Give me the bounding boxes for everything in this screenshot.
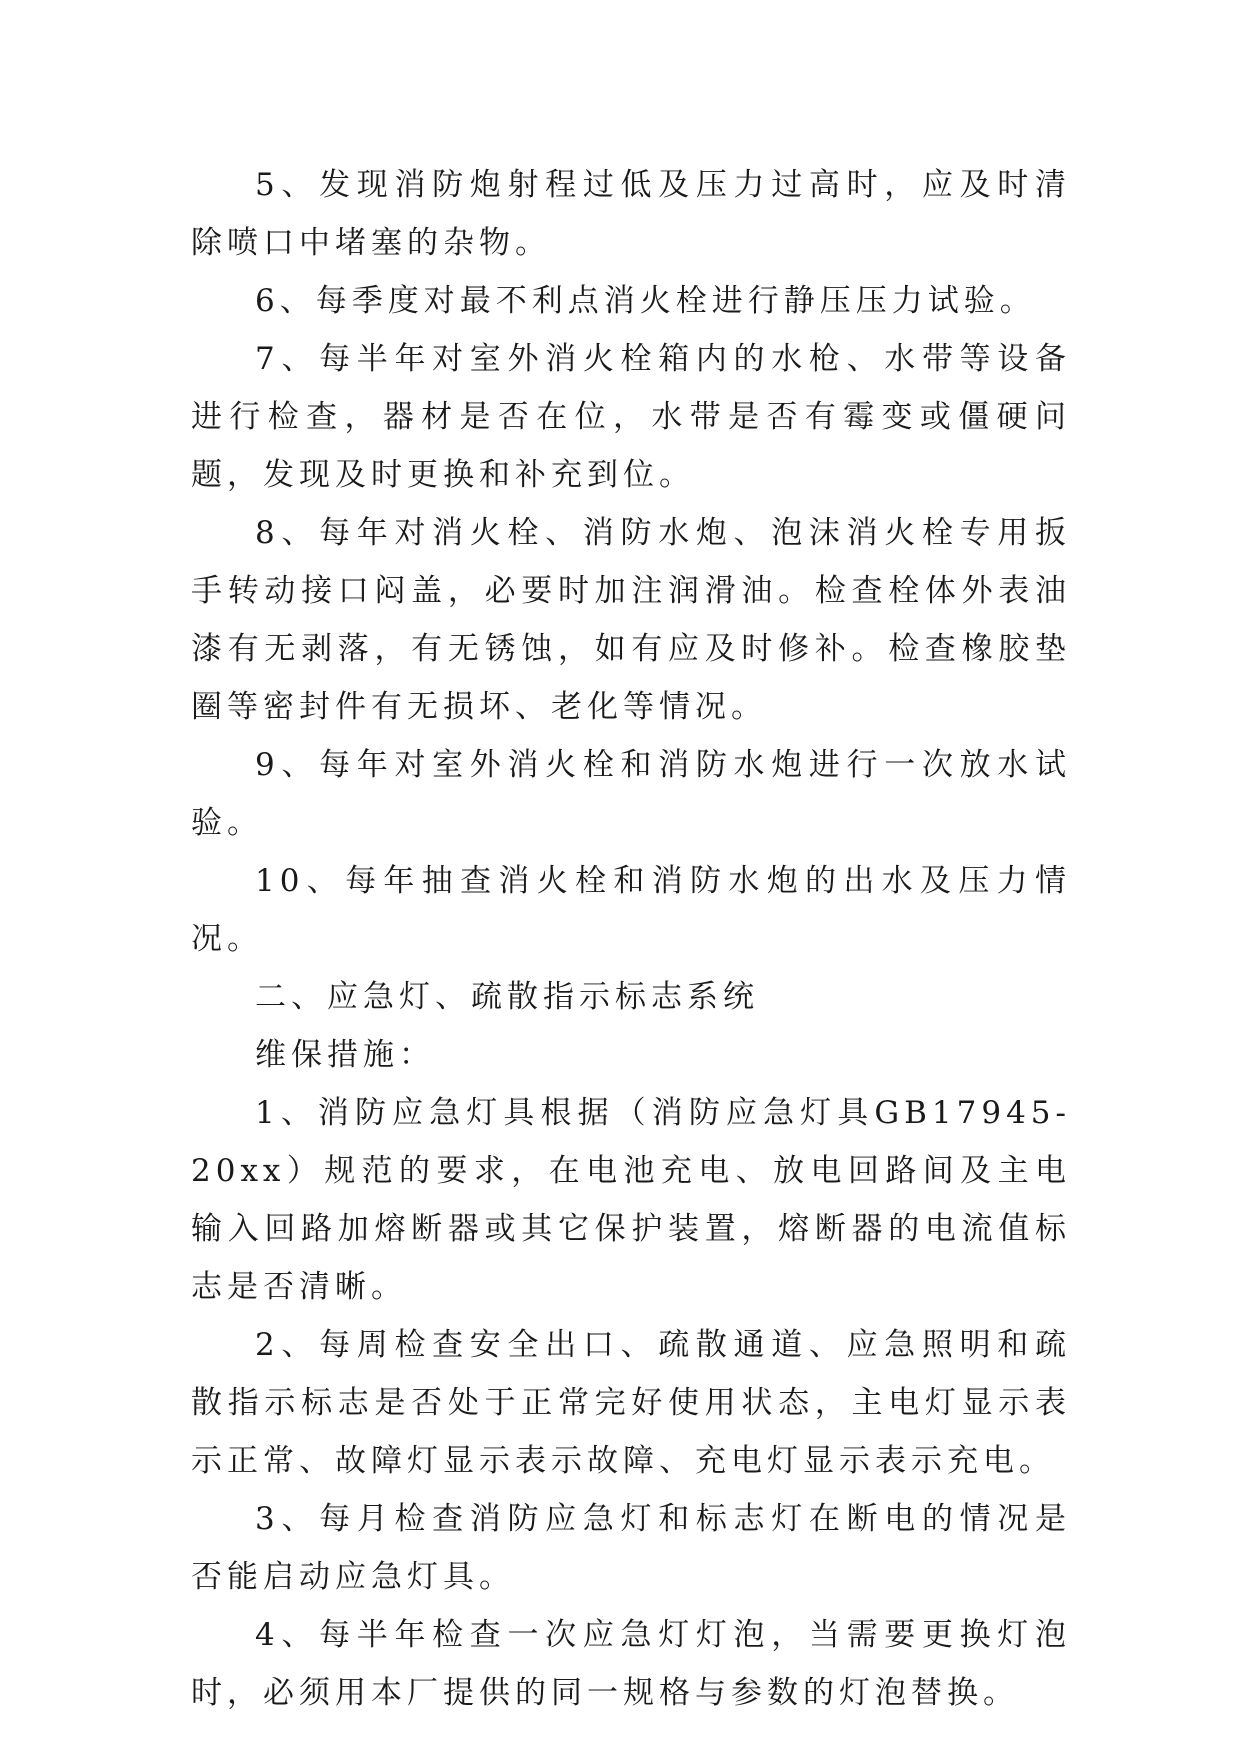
paragraph-item-6-static-pressure: 6、每季度对最不利点消火栓进行静压压力试验。	[255, 283, 1036, 319]
subheading-maintenance-measures: 维保措施：	[255, 1037, 435, 1073]
paragraph-item-10-pressure-check: 10、每年抽查消火栓和消防水炮的出水及压力情况。	[191, 863, 1071, 957]
paragraph-item-4-bulb-replace: 4、每半年检查一次应急灯灯泡，当需要更换灯泡时，必须用本厂提供的同一规格与参数的灯泡替换。	[191, 1617, 1071, 1711]
section-heading-emergency-lighting: 二、应急灯、疏散指示标志系统	[255, 979, 759, 1015]
paragraph-item-7-hose-check: 7、每半年对室外消火栓箱内的水枪、水带等设备进行检查，器材是否在位，水带是否有霉变或僵硬问题，发现及时更换和补充到位。	[191, 341, 1071, 493]
paragraph-item-1-fuse: 1、消防应急灯具根据（消防应急灯具GB17945-20xx）规范的要求，在电池充电、放电回路间及主电输入回路加熔断器或其它保护装置，熔断器的电流值标志是否清晰。	[191, 1095, 1071, 1305]
paragraph-item-9-water-test: 9、每年对室外消火栓和消防水炮进行一次放水试验。	[191, 747, 1071, 841]
paragraph-item-8-lubrication: 8、每年对消火栓、消防水炮、泡沫消火栓专用扳手转动接口闷盖，必要时加注润滑油。检查栓体外表油漆有无剥落，有无锈蚀，如有应及时修补。检查橡胶垫圈等密封件有无损坏、老化等情况。	[191, 515, 1071, 725]
document-body	[191, 156, 1071, 1722]
paragraph-item-2-weekly-check: 2、每周检查安全出口、疏散通道、应急照明和疏散指示标志是否处于正常完好使用状态，主电灯显示表示正常、故障灯显示表示故障、充电灯显示表示充电。	[191, 1327, 1071, 1479]
paragraph-item-5-nozzle: 5、发现消防炮射程过低及压力过高时，应及时清除喷口中堵塞的杂物。	[191, 167, 1071, 261]
paragraph-item-3-monthly-check: 3、每月检查消防应急灯和标志灯在断电的情况是否能启动应急灯具。	[191, 1501, 1071, 1595]
